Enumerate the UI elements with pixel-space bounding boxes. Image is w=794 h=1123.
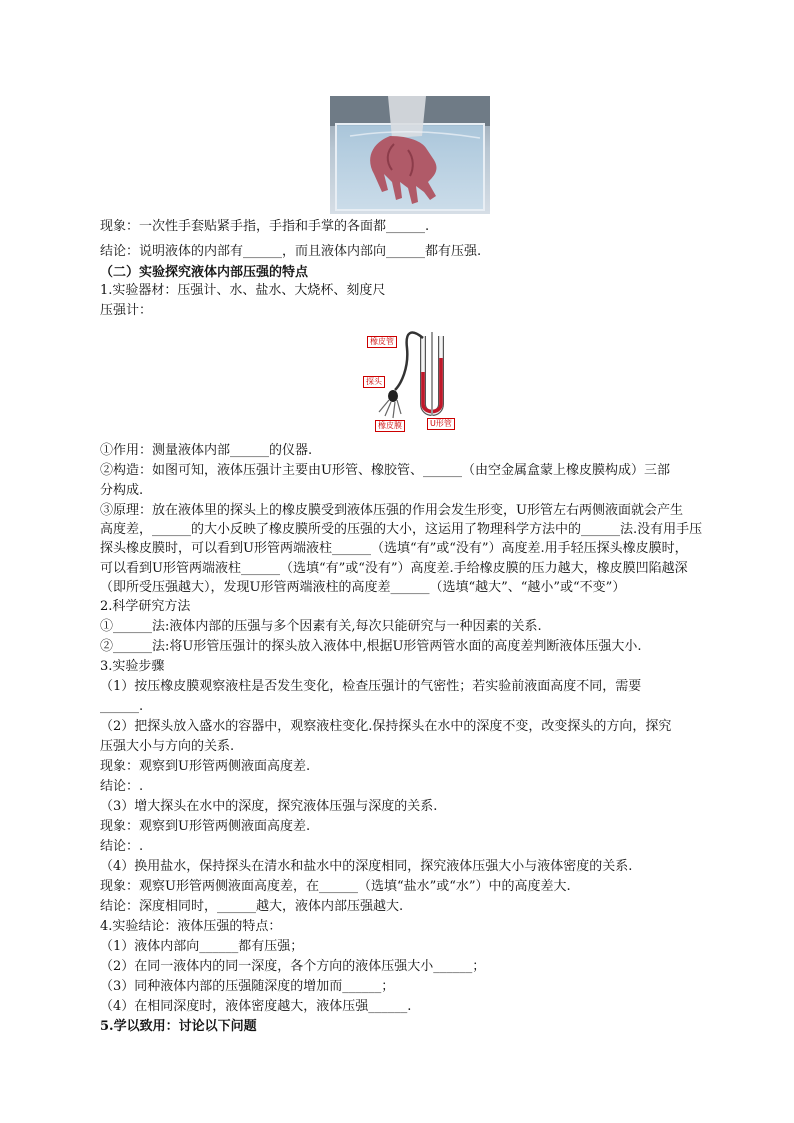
- line-3: 1.实验器材：压强计、水、盐水、大烧杯、刻度尺: [100, 283, 386, 298]
- label-rubber-tube: 橡皮管: [367, 336, 397, 348]
- line-32: （3）同种液体内部的压强随深度的增加而______；: [100, 979, 395, 994]
- line-21: 现象：观察到U形管两侧液面高度差.: [100, 759, 311, 774]
- line-29: 4.实验结论：液体压强的特点：: [100, 919, 282, 934]
- line-14: ①______法:液体内部的压强与多个因素有关,每次只能研究与一种因素的关系.: [100, 619, 542, 634]
- line-24: 现象：观察到U形管两侧液面高度差.: [100, 819, 311, 834]
- line-33: （4）在相同深度时，液体密度越大，液体压强______.: [100, 999, 412, 1014]
- line-17: （1）按压橡皮膜观察液柱是否发生变化，检查压强计的气密性；若实验前液面高度不同，需要: [100, 679, 642, 694]
- line-31: （2）在同一液体内的同一深度，各个方向的液体压强大小______；: [100, 959, 486, 974]
- line-26: （4）换用盐水，保持探头在清水和盐水中的深度相同，探究液体压强大小与液体密度的关系.: [100, 859, 633, 874]
- line-1: 结论：说明液体的内部有______，而且液体内部向______都有压强.: [100, 244, 482, 259]
- line-2: （二）实验探究液体内部压强的特点: [100, 265, 309, 280]
- line-5: ①作用：测量液体内部______的仪器.: [100, 443, 313, 458]
- line-28: 结论：深度相同时，______越大，液体内部压强越大.: [100, 899, 404, 914]
- line-9: 高度差，______的大小反映了橡皮膜所受的压强的大小，这运用了物理科学方法中的______法.没有用手压: [100, 522, 703, 537]
- line-30: （1）液体内部向______都有压强；: [100, 939, 304, 954]
- line-25: 结论：.: [100, 839, 144, 854]
- line-27: 现象：观察U形管两侧液面高度差，在______（选填“盐水”或“水”）中的高度差大.: [100, 879, 571, 894]
- line-22: 结论：.: [100, 779, 144, 794]
- label-u-tube: U形管: [427, 418, 455, 430]
- line-23: （3）增大探头在水中的深度，探究液体压强与深度的关系.: [100, 799, 438, 814]
- line-13: 2.科学研究方法: [100, 599, 191, 614]
- pressure-gauge-diagram: [361, 328, 469, 436]
- line-19: （2）把探头放入盛水的容器中，观察液柱变化.保持探头在水中的深度不变，改变探头的方向，探究: [100, 719, 672, 734]
- hand-in-glove-in-water-photo: [330, 96, 490, 214]
- line-11: 可以看到U形管两端液柱______（选填“有”或“没有”）高度差.手给橡皮膜的压力越大，橡皮膜凹陷越深: [100, 561, 688, 576]
- line-6: ②构造：如图可知，液体压强计主要由U形管、橡胶管、______（由空金属盒蒙上橡皮膜构成）三部: [100, 463, 670, 478]
- line-0: 现象：一次性手套贴紧手指，手指和手掌的各面都______.: [100, 219, 430, 234]
- line-12: （即所受压强越大），发现U形管两端液柱的高度差______（选填“越大”、“越小”或“不变”）: [100, 580, 626, 595]
- line-8: ③原理：放在液体里的探头上的橡皮膜受到液体压强的作用会发生形变，U形管左右两侧液面就会产生: [100, 503, 683, 518]
- line-7: 分构成.: [100, 483, 144, 498]
- label-membrane: 橡皮膜: [375, 420, 405, 432]
- line-20: 压强大小与方向的关系.: [100, 739, 235, 754]
- line-34: 5.学以致用：讨论以下问题: [100, 1019, 257, 1034]
- line-4: 压强计：: [100, 303, 153, 318]
- label-probe: 探头: [363, 376, 385, 388]
- line-16: 3.实验步骤: [100, 659, 165, 674]
- line-15: ②______法:将U形管压强计的探头放入液体中,根据U形管两管水面的高度差判断液体压强大小.: [100, 639, 642, 654]
- line-10: 探头橡皮膜时，可以看到U形管两端液柱______（选填“有”或“没有”）高度差.用手轻压探头橡皮膜时，: [100, 541, 688, 556]
- line-18: ______.: [100, 699, 144, 714]
